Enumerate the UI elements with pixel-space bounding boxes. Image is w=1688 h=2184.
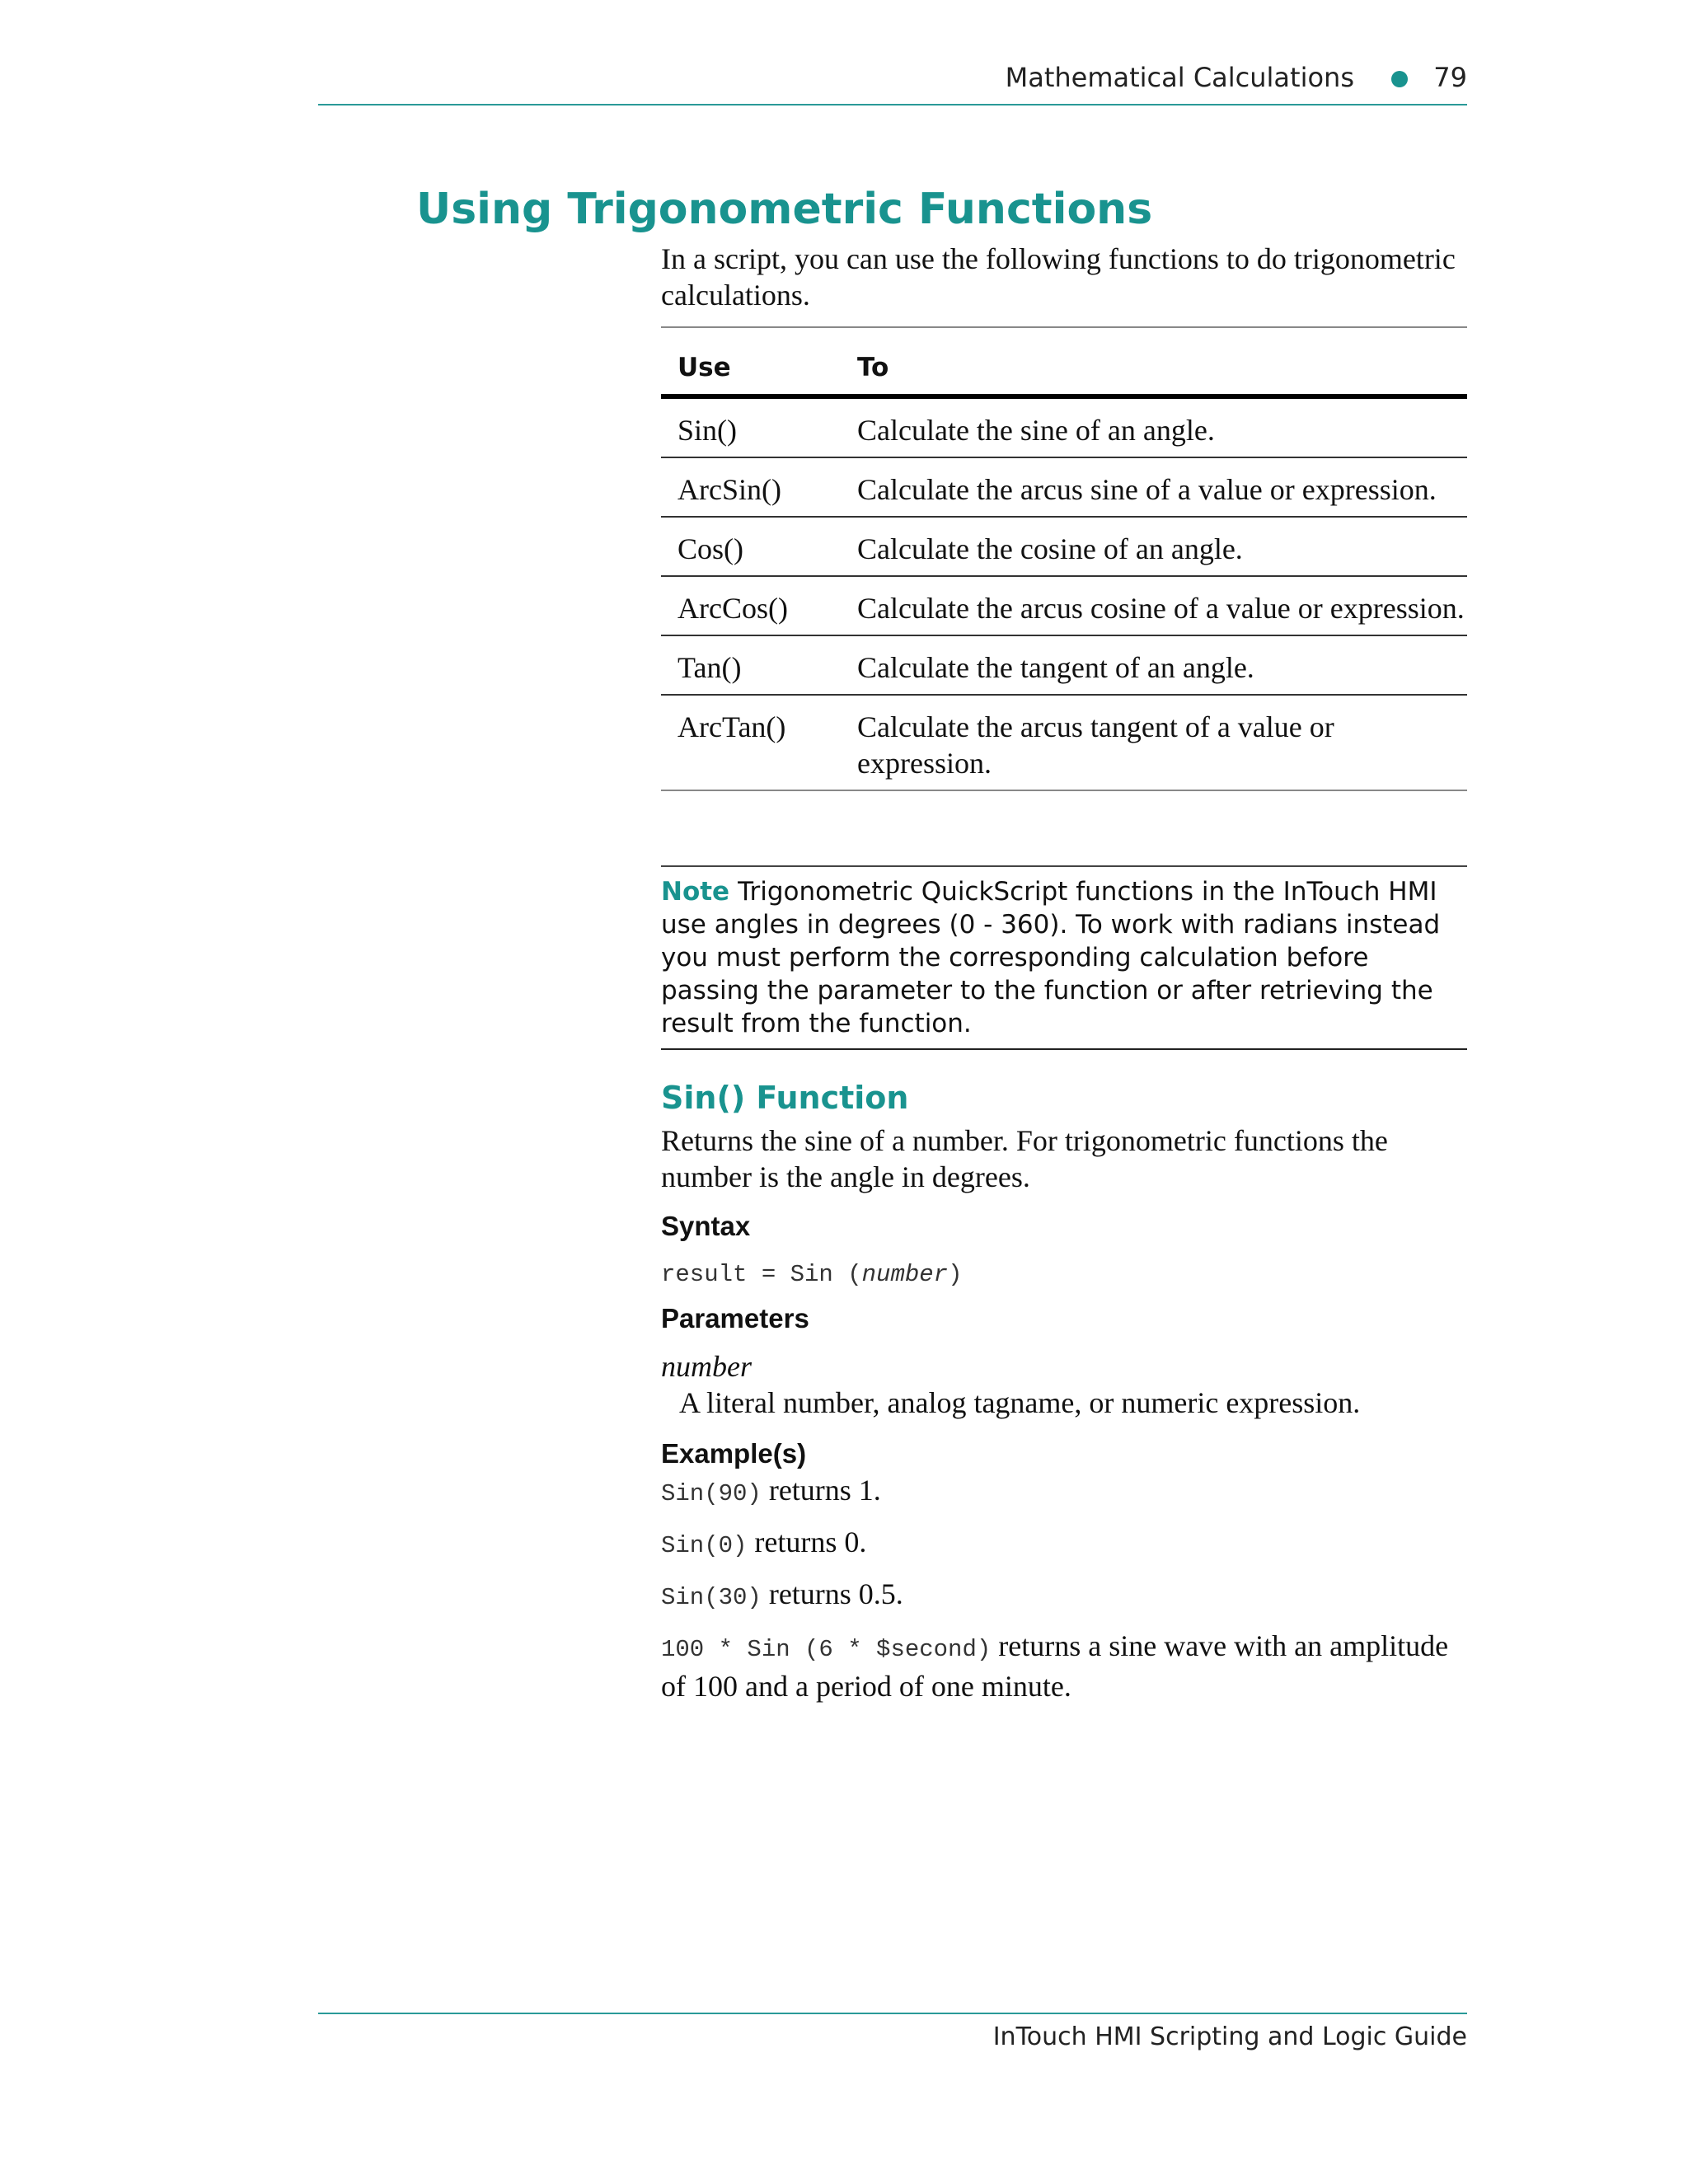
function-purpose-cell: Calculate the sine of an angle.: [841, 396, 1467, 457]
note-label: Note: [661, 877, 730, 907]
note-box: [661, 865, 1467, 1050]
function-name-cell: ArcTan(): [661, 695, 841, 790]
page-number: 79: [1433, 62, 1467, 93]
chapter-title: Mathematical Calculations: [1005, 62, 1354, 93]
subsection-title: Sin() Function: [661, 1080, 909, 1116]
function-name-cell: Tan(): [661, 635, 841, 695]
function-purpose-cell: Calculate the tangent of an angle.: [841, 635, 1467, 695]
function-purpose-cell: Calculate the arcus tangent of a value or expression.: [841, 695, 1467, 790]
page-footer: [318, 2013, 1467, 2051]
function-name-cell: ArcSin(): [661, 457, 841, 517]
column-header-to: To: [841, 327, 1467, 396]
trig-functions-table: [661, 326, 1467, 791]
example-code: Sin(0): [661, 1532, 748, 1559]
parameter-name: number: [661, 1350, 752, 1383]
example-line: [661, 1628, 1467, 1704]
example-code: 100 * Sin (6 * $second): [661, 1636, 992, 1663]
page-header: [318, 59, 1467, 105]
syntax-code: [661, 1259, 962, 1291]
table-row: [661, 635, 1467, 695]
function-name-cell: Cos(): [661, 517, 841, 576]
syntax-code-suffix: ): [948, 1261, 963, 1288]
header-rule: [318, 104, 1467, 105]
example-line: [661, 1576, 1467, 1616]
example-text: returns a sine wave with an amplitude of 100 and a period of one minute.: [661, 1629, 1449, 1703]
examples-heading: Example(s): [661, 1438, 807, 1469]
table-header-row: [661, 327, 1467, 396]
table-row: [661, 396, 1467, 457]
note-text: Trigonometric QuickScript functions in the InTouch HMI use angles in degrees (0 - 360). To work with radians instead you must perform the corresponding calculation before passing the parameter to the function or after retrieving the result from the function.: [661, 877, 1441, 1038]
table-row: [661, 517, 1467, 576]
example-text: returns 0.: [747, 1526, 867, 1558]
function-purpose-cell: Calculate the cosine of an angle.: [841, 517, 1467, 576]
table-row: [661, 457, 1467, 517]
syntax-code-prefix: result = Sin (: [661, 1261, 862, 1288]
table-row: [661, 695, 1467, 790]
table-row: [661, 576, 1467, 635]
example-code: Sin(90): [661, 1480, 762, 1507]
function-name-cell: ArcCos(): [661, 576, 841, 635]
syntax-heading: Syntax: [661, 1211, 751, 1241]
syntax-code-param: number: [861, 1261, 949, 1288]
section-intro: In a script, you can use the following functions to do trigonometric calculations.: [661, 242, 1456, 312]
example-text: returns 0.5.: [761, 1577, 903, 1610]
function-description: Returns the sine of a number. For trigonometric functions the number is the angle in degrees.: [661, 1124, 1388, 1193]
example-line: [661, 1524, 1467, 1564]
example-line: [661, 1472, 1467, 1512]
guide-title: InTouch HMI Scripting and Logic Guide: [992, 2022, 1467, 2051]
parameter-description: A literal number, analog tagname, or numeric expression.: [679, 1386, 1361, 1419]
function-purpose-cell: Calculate the arcus cosine of a value or expression.: [841, 576, 1467, 635]
example-code: Sin(30): [661, 1584, 762, 1611]
function-purpose-cell: Calculate the arcus sine of a value or expression.: [841, 457, 1467, 517]
section-title: Using Trigonometric Functions: [416, 185, 1153, 234]
function-name-cell: Sin(): [661, 396, 841, 457]
example-text: returns 1.: [761, 1474, 881, 1507]
column-header-use: Use: [661, 327, 841, 396]
bullet-dot-icon: [1391, 71, 1408, 87]
parameters-heading: Parameters: [661, 1303, 809, 1333]
